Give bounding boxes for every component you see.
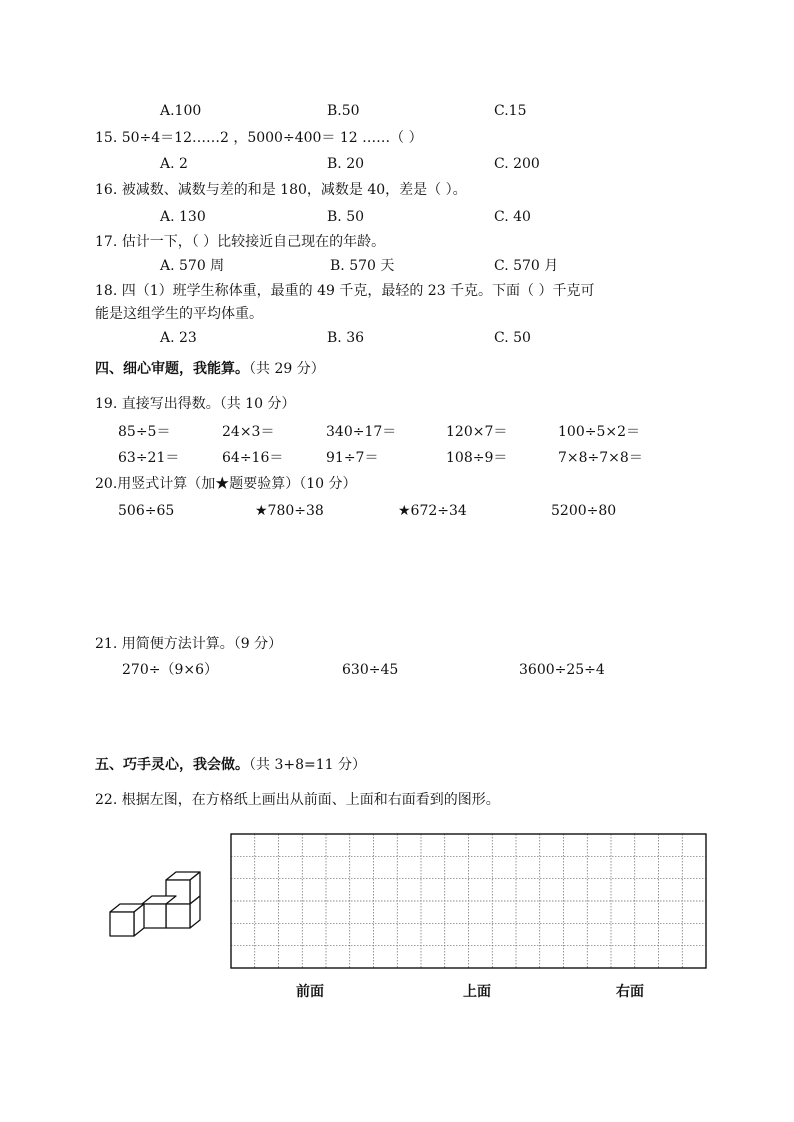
q17-option-b: B. 570 天 xyxy=(330,258,395,274)
q19-item: 85÷5＝ xyxy=(118,424,171,440)
q19-item: 340÷17＝ xyxy=(326,424,397,440)
q15-option-a: A. 2 xyxy=(160,156,188,172)
q14-option-a: A.100 xyxy=(160,103,202,119)
q18-option-b: B. 36 xyxy=(327,330,365,346)
q17-option-a: A. 570 周 xyxy=(160,258,225,274)
q21-item: 270÷（9×6） xyxy=(122,662,218,678)
section4-title: 四、细心审题，我能算。 xyxy=(95,361,249,377)
q18-stem-line1: 18. 四（1）班学生称体重，最重的 49 千克，最轻的 23 千克。下面（ ）千克可 xyxy=(95,283,595,299)
q21-stem: 21. 用简便方法计算。（9 分） xyxy=(95,636,283,652)
q17-option-c: C. 570 月 xyxy=(494,258,559,274)
q20-item: 506÷65 xyxy=(118,503,175,519)
q21-item: 3600÷25÷4 xyxy=(519,662,605,678)
q15-option-b: B. 20 xyxy=(327,156,365,172)
section4-heading xyxy=(95,360,325,378)
caption-front: 前面 xyxy=(296,984,324,1000)
q20-item: 5200÷80 xyxy=(551,503,617,519)
grid-lines xyxy=(230,833,707,969)
q20-stem: 20.用竖式计算（加★题要验算）（10 分） xyxy=(95,476,357,492)
q14-option-b: B.50 xyxy=(327,103,360,119)
q16-option-b: B. 50 xyxy=(327,209,365,225)
q20-item: ★672÷34 xyxy=(398,503,467,519)
q15-stem: 15. 50÷4＝12……2 ，5000÷400＝ 12 ……（ ） xyxy=(95,130,423,146)
q15-option-c: C. 200 xyxy=(494,156,540,172)
grid-paper[interactable] xyxy=(230,833,707,969)
q14-option-c: C.15 xyxy=(494,103,527,119)
section4-points: （共 29 分） xyxy=(249,361,325,377)
q19-item: 100÷5×2＝ xyxy=(558,424,640,440)
q19-item: 120×7＝ xyxy=(446,424,508,440)
q19-stem: 19. 直接写出得数。（共 10 分） xyxy=(95,396,296,412)
q16-option-a: A. 130 xyxy=(160,209,206,225)
q16-option-c: C. 40 xyxy=(494,209,531,225)
q19-item: 7×8÷7×8＝ xyxy=(558,450,643,466)
q21-item: 630÷45 xyxy=(342,662,399,678)
q19-item: 64÷16＝ xyxy=(222,450,284,466)
q18-option-c: C. 50 xyxy=(494,330,531,346)
q18-stem-line2: 能是这组学生的平均体重。 xyxy=(95,306,263,322)
caption-top: 上面 xyxy=(463,984,491,1000)
q18-option-a: A. 23 xyxy=(160,330,197,346)
cube-figure xyxy=(104,868,204,940)
q20-item: ★780÷38 xyxy=(255,503,324,519)
q19-item: 108÷9＝ xyxy=(446,450,508,466)
q19-item: 91÷7＝ xyxy=(326,450,379,466)
section5-title: 五、巧手灵心，我会做。 xyxy=(95,757,249,773)
q19-item: 24×3＝ xyxy=(222,424,275,440)
section5-points: （共 3+8=11 分） xyxy=(249,757,366,773)
q19-item: 63÷21＝ xyxy=(118,450,180,466)
q16-stem: 16. 被减数、减数与差的和是 180，减数是 40，差是（ ）。 xyxy=(95,182,467,198)
q17-stem: 17. 估计一下，（ ）比较接近自己现在的年龄。 xyxy=(95,234,386,250)
caption-right: 右面 xyxy=(616,984,644,1000)
q22-stem: 22. 根据左图，在方格纸上画出从前面、上面和右面看到的图形。 xyxy=(95,792,500,808)
section5-heading xyxy=(95,756,366,774)
